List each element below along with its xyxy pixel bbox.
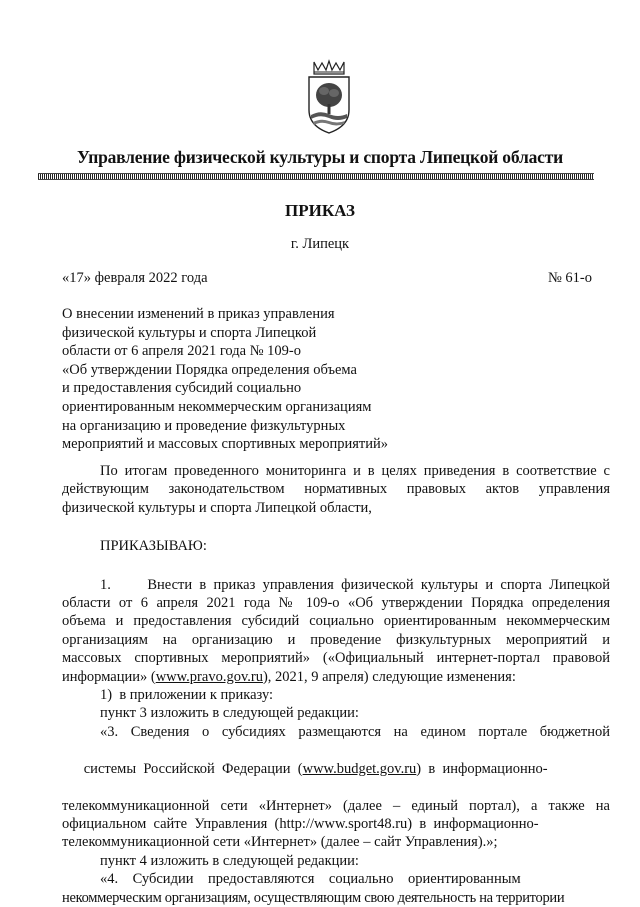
p3-line: телекоммуникационной сети «Интернет» (далее – единый портал), а также на [62, 797, 610, 814]
city: г. Липецк [290, 236, 350, 252]
subject-block [62, 305, 442, 454]
sub-item-1: 1) в приложении к приказу: [100, 687, 274, 704]
subject-line: и предоставления субсидий социально [62, 380, 302, 397]
subject-line: на организацию и проведение физкультурных [62, 417, 346, 434]
document-body [62, 462, 610, 907]
item1-line: области от 6 апреля 2021 года № 109-о «Об утверждении Порядка определения [62, 595, 610, 612]
subject-line: физической культуры и спорта Липецкой [62, 324, 317, 341]
p4-intro: пункт 4 изложить в следующей редакции: [100, 852, 359, 869]
subject-line: ориентированным некоммерческим организациям [62, 398, 372, 415]
organization-name: Управление физической культуры и спорта Липецкой области [76, 147, 563, 167]
subject-line: «Об утверждении Порядка определения объема [62, 361, 357, 378]
p3-line: «3. Сведения о субсидиях размещаются на едином портале бюджетной [100, 723, 610, 740]
header-divider [38, 173, 594, 180]
item1-line: информации» (www.pravo.gov.ru), 2021, 9 апреля) следующие изменения: [62, 668, 516, 685]
budget-link[interactable]: www.budget.gov.ru [302, 760, 417, 777]
subject-line: мероприятий и массовых спортивных мероприятий» [62, 436, 388, 453]
document-number: № 61-о [547, 270, 592, 286]
p4-line: «4. Субсидии предоставляются социально ориентированным [100, 871, 521, 888]
item1-line: организациям на организацию и проведение физкультурных мероприятий и [62, 631, 610, 648]
pravo-link[interactable]: www.pravo.gov.ru [155, 668, 263, 685]
item1-line: массовых спортивных мероприятий» («Официальный интернет-портал правовой [62, 650, 610, 667]
coat-of-arms-emblem [302, 58, 356, 136]
p3-line: системы Российской Федерации (www.budget.gov.ru) в информационно- [83, 760, 548, 777]
preamble-line: физической культуры и спорта Липецкой области, [62, 499, 372, 516]
document-date: «17» февраля 2022 года [62, 270, 208, 286]
subject-line: О внесении изменений в приказ управления [62, 306, 335, 322]
p3-line: телекоммуникационной сети «Интернет» (далее – сайт Управления).»; [62, 834, 498, 851]
item1-line: объема и предоставления субсидий социально ориентированным некоммерческим [62, 613, 610, 630]
p4-line: некоммерческим организациям, осуществляющим свою деятельность на территории [62, 889, 565, 906]
preamble-line: По итогам проведенного мониторинга и в целях приведения в соответствие с [100, 463, 610, 479]
p3-intro: пункт 3 изложить в следующей редакции: [100, 705, 359, 722]
subject-line: области от 6 апреля 2021 года № 109-о [62, 343, 301, 360]
preamble-line: действующим законодательством нормативных правовых актов управления [62, 481, 610, 498]
p3-line: официальном сайте Управления (http://www.sport48.ru) в информационно- [62, 815, 539, 832]
document-type-title: ПРИКАЗ [285, 201, 355, 220]
item1-line: 1. Внести в приказ управления физической культуры и спорта Липецкой [100, 576, 610, 593]
order-word: ПРИКАЗЫВАЮ: [100, 538, 207, 555]
